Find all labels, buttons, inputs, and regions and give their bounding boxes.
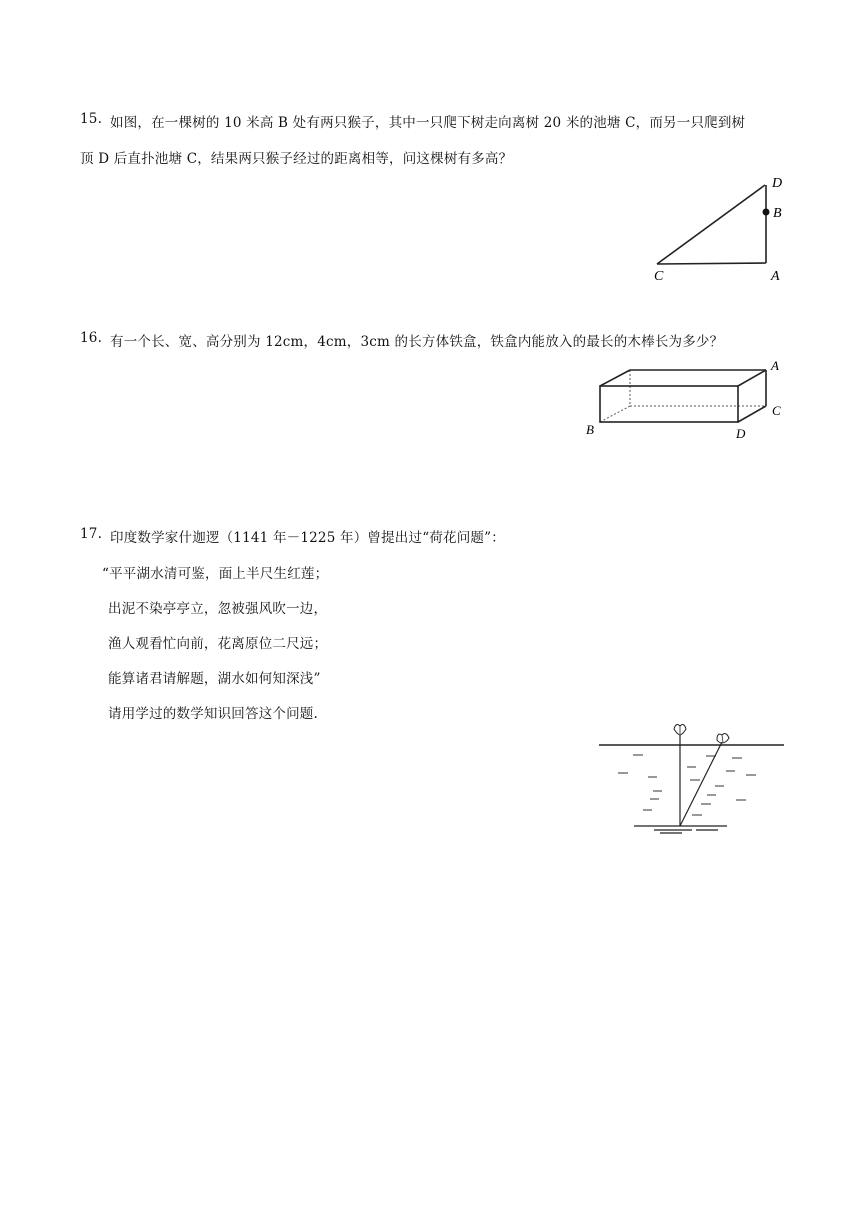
- q16-label-c: C: [772, 403, 781, 418]
- q17-water-marks: [618, 755, 756, 815]
- q17-poem-line1: “平平湖水清可鉴，面上半尺生红莲；: [102, 566, 329, 582]
- q16-cuboid-figure: [582, 356, 790, 446]
- q16-label-d: D: [736, 426, 746, 441]
- q16-right-edge: [738, 406, 766, 422]
- q16-text-line1: 有一个长、宽、高分别为 12cm，4cm，3cm 的长方体铁盒，铁盒内能放入的最长的木棒长为多少？: [110, 334, 724, 350]
- q16-number: 16.: [80, 330, 103, 346]
- q15-text-line2: 顶 D 后直扑池塘 C，结果两只猴子经过的距离相等，问这棵树有多高？: [80, 151, 513, 167]
- q17-number: 17.: [80, 526, 103, 542]
- q16-hidden-edge: [600, 406, 630, 422]
- q16-top-edge: [600, 370, 630, 386]
- q17-bent-stem: [680, 742, 722, 826]
- q15-point-b: [763, 209, 770, 216]
- q17-poem-line2: 出泥不染亭亭立，忽被强风吹一边，: [108, 601, 328, 617]
- q17-lotus-flower-upright: [674, 725, 686, 735]
- q17-poem-line4: 能算诸君请解题，湖水如何知深浅”: [108, 671, 321, 687]
- q17-ask: 请用学过的数学知识回答这个问题.: [108, 706, 318, 722]
- q15-label-d: D: [772, 176, 783, 191]
- q15-number: 15.: [80, 111, 103, 127]
- q15-label-b: B: [773, 206, 782, 221]
- q16-label-b: B: [586, 422, 594, 437]
- q17-poem-line3: 渔人观看忙向前，花离原位二尺远；: [108, 636, 328, 652]
- q15-edge-cd: [657, 185, 765, 264]
- q17-intro: 印度数学家什迦逻（1141 年－1225 年）曾提出过“荷花问题”：: [110, 530, 505, 546]
- q15-label-a: A: [771, 269, 780, 284]
- q16-label-a: A: [771, 358, 779, 373]
- q15-text-line1: 如图，在一棵树的 10 米高 B 处有两只猴子，其中一只爬下树走向离树 20 米的池塘 C，而另一只爬到树: [110, 115, 746, 131]
- q15-label-c: C: [654, 269, 664, 284]
- q17-lotus-flower-tilted: [717, 734, 729, 743]
- q16-front-face: [600, 386, 738, 422]
- q17-lotus-figure: [596, 720, 788, 835]
- q15-edge-ca: [657, 263, 766, 264]
- q17-lake-bottom: [634, 826, 727, 833]
- q15-triangle-figure: [645, 172, 790, 287]
- q16-top-edge: [738, 370, 766, 386]
